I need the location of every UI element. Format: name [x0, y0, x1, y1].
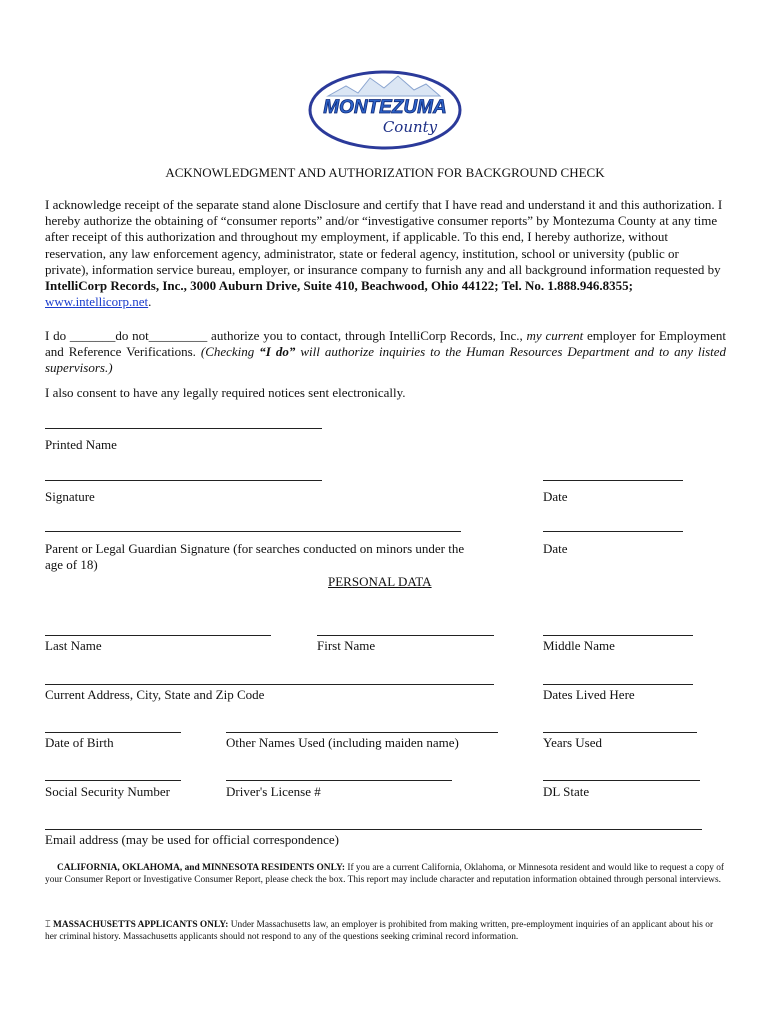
years-used-line[interactable] [543, 732, 697, 733]
contact-mid: employer for Employment and Reference Verifications. [45, 328, 726, 360]
last-name-label: Last Name [45, 638, 102, 653]
massachusetts-checkbox[interactable]: ⌶ [45, 919, 51, 930]
contact-start: I do _______do not_________ authorize you to contact, through IntelliCorp Records, Inc., [45, 328, 527, 343]
ssn-label: Social Security Number [45, 784, 170, 799]
massachusetts-notice-heading: MASSACHUSETTS APPLICANTS ONLY: [52, 920, 229, 930]
printed-name-label: Printed Name [45, 437, 117, 452]
signature-line[interactable] [45, 480, 322, 481]
dl-state-line[interactable] [543, 780, 700, 781]
contact-italic-current: my current [526, 328, 584, 343]
address-line[interactable] [45, 684, 494, 685]
drivers-license-label: Driver's License # [226, 784, 321, 799]
signature-label: Signature [45, 489, 95, 504]
logo-graphic [306, 66, 464, 152]
signature-date-label: Date [543, 489, 568, 504]
ssn-line[interactable] [45, 780, 181, 781]
other-names-label: Other Names Used (including maiden name) [226, 735, 459, 750]
dob-line[interactable] [45, 732, 181, 733]
massachusetts-notice [45, 919, 725, 944]
printed-name-line[interactable] [45, 428, 322, 429]
contact-authorization [45, 328, 726, 377]
intellicorp-address: IntelliCorp Records, Inc., 3000 Auburn Drive, Suite 410, Beachwood, Ohio 44122; Tel. No. 1.888.946.8355; [45, 278, 633, 294]
intellicorp-link[interactable]: www.intellicorp.net [45, 294, 149, 310]
dates-lived-label: Dates Lived Here [543, 687, 635, 702]
page-title: ACKNOWLEDGMENT AND AUTHORIZATION FOR BACKGROUND CHECK [165, 165, 605, 180]
contact-italic-b: will authorize inquiries to the Human Resources Department and to any listed supervisors.) [45, 344, 727, 376]
guardian-label: Parent or Legal Guardian Signature (for searches conducted on minors under the age of 18) [45, 541, 465, 573]
massachusetts-notice-text: Under Massachusetts law, an employer is prohibited from making written, pre-employment inquiries of an applicant about his or her criminal history. Massachusetts applicants should not respond to any of the questions seeking criminal record information. [45, 920, 714, 943]
dob-label: Date of Birth [45, 735, 114, 750]
other-names-line[interactable] [226, 732, 498, 733]
years-used-label: Years Used [543, 735, 602, 750]
intro-paragraph [45, 197, 725, 310]
california-notice-heading: CALIFORNIA, OKLAHOMA, and MINNESOTA RESIDENTS ONLY: [57, 863, 345, 873]
consent-text: I also consent to have any legally required notices sent electronically. [45, 385, 406, 400]
county-logo [306, 66, 464, 152]
logo-title: MONTEZUMA [323, 97, 447, 118]
drivers-license-line[interactable] [226, 780, 452, 781]
dates-lived-line[interactable] [543, 684, 693, 685]
contact-i-do: “I do” [259, 344, 296, 360]
logo-subtitle: County [382, 118, 438, 136]
california-notice-text: If you are a current California, Oklahoma, or Minnesota resident and would like to request a copy of your Consumer Report or Investigative Consumer Report, please check the box. This report may include character and reputation information obtained through personal interviews. [45, 863, 725, 886]
guardian-signature-line[interactable] [45, 531, 461, 532]
signature-date-line[interactable] [543, 480, 683, 481]
first-name-label: First Name [317, 638, 376, 653]
guardian-date-label: Date [543, 541, 568, 556]
personal-data-heading: PERSONAL DATA [328, 574, 432, 589]
last-name-line[interactable] [45, 635, 271, 636]
middle-name-line[interactable] [543, 635, 693, 636]
address-label: Current Address, City, State and Zip Code [45, 687, 265, 702]
intro-text: I acknowledge receipt of the separate stand alone Disclosure and certify that I have read and understand it and this authorization. I hereby authorize the obtaining of “consumer reports” and/or “investigative consumer reports” by Montezuma County at any time after receipt of this authorization and throughout my employment, if applicable. To this end, I hereby authorize, without reservation, any law enforcement agency, administrator, state or federal agency, institution, school or university (public or private), information service bureau, employer, or insurance company to furnish any and all background information requested by [45, 197, 723, 277]
guardian-date-line[interactable] [543, 531, 683, 532]
middle-name-label: Middle Name [543, 638, 615, 653]
intro-end: . [148, 294, 152, 310]
california-notice [45, 862, 725, 887]
email-label: Email address (may be used for official correspondence) [45, 832, 339, 847]
dl-state-label: DL State [543, 784, 590, 799]
contact-italic-a: (Checking [200, 344, 260, 360]
email-line[interactable] [45, 829, 702, 830]
first-name-line[interactable] [317, 635, 494, 636]
